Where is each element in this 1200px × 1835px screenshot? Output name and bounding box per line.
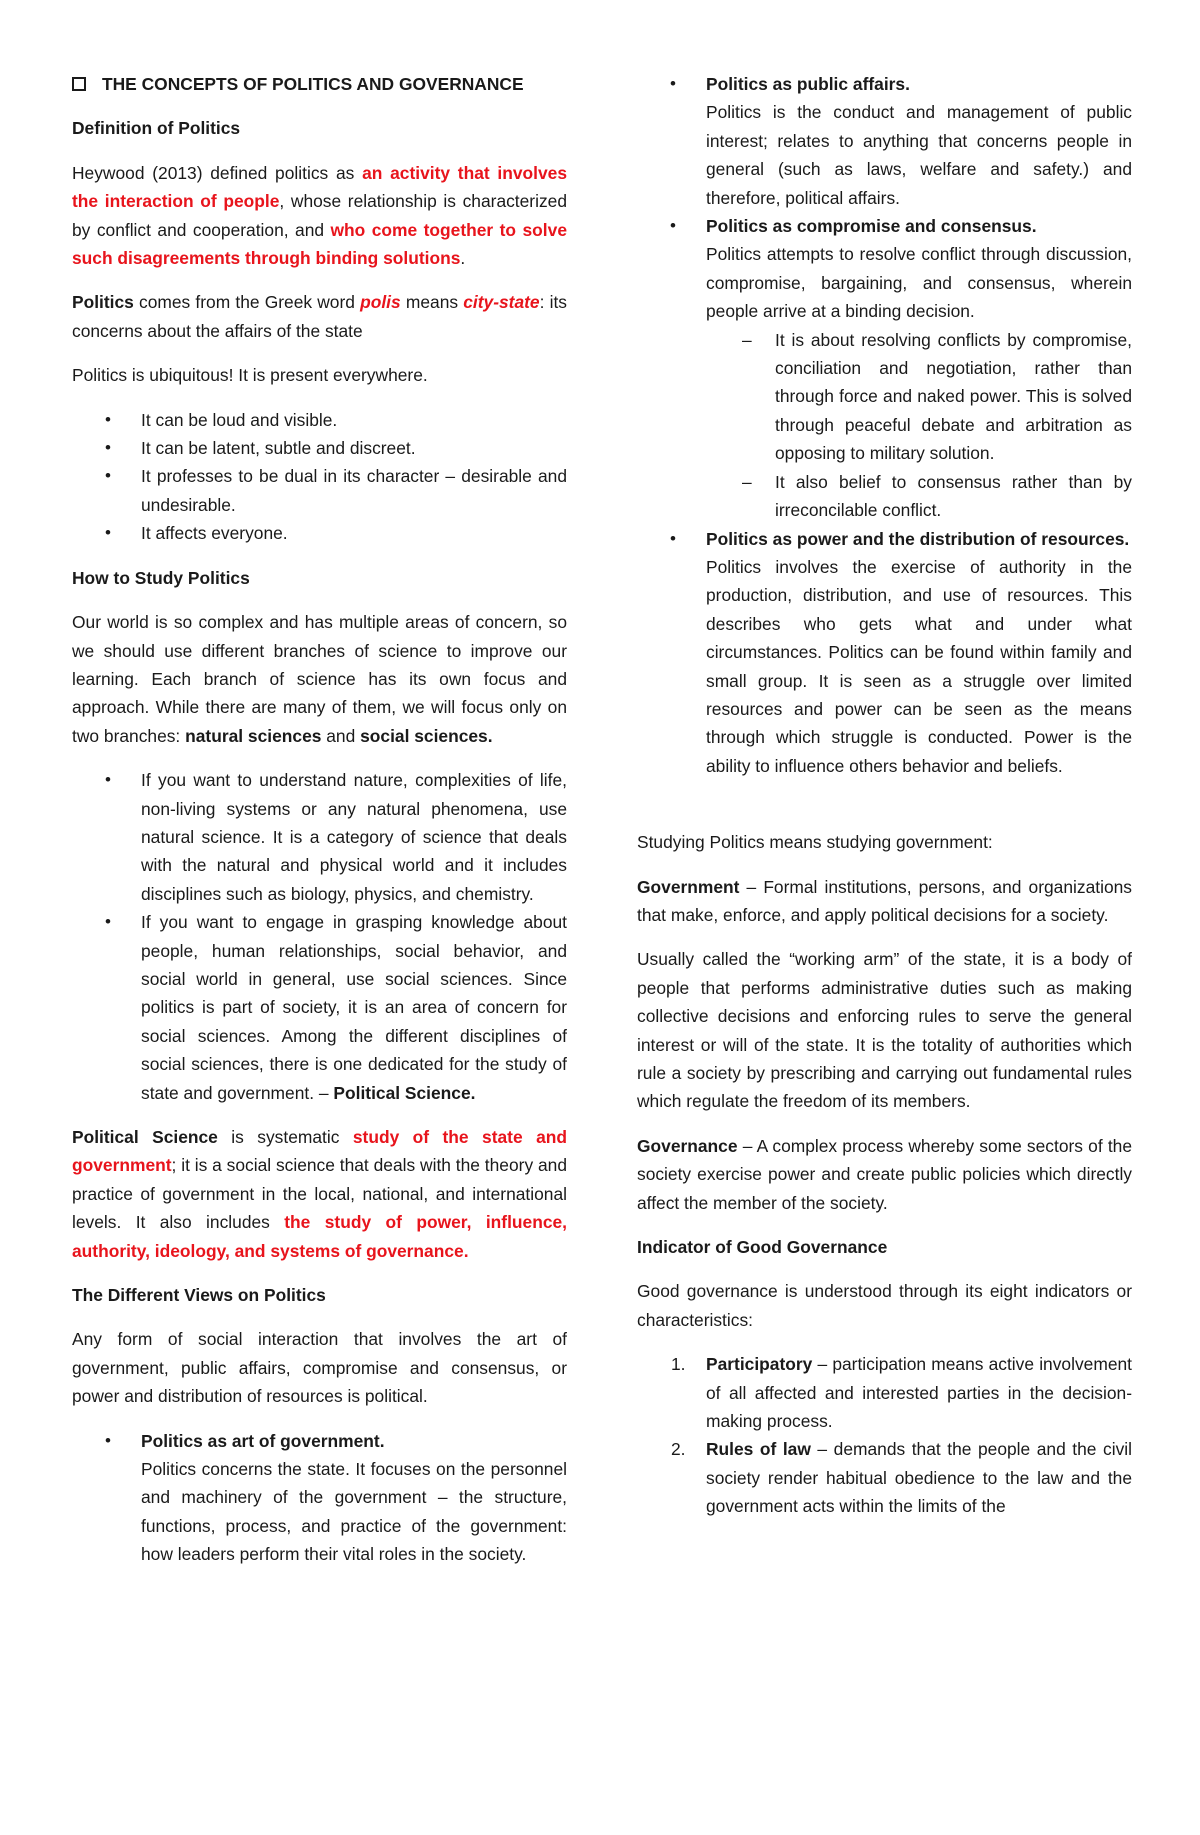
compromise-sublist [706, 326, 1132, 525]
document-title [72, 70, 567, 98]
views-heading: The Different Views on Politics [72, 1285, 326, 1306]
text-span: . [460, 248, 466, 269]
list-item [637, 525, 1132, 781]
definition-paragraph-2 [72, 288, 567, 345]
study-list [72, 766, 567, 1107]
indicator-list [637, 1350, 1132, 1520]
list-item: • It can be loud and visible. [72, 406, 567, 434]
bold-text: Rules of law [706, 1439, 811, 1460]
highlight-text: polis [360, 292, 401, 313]
list-item: • It professes to be dual in its character – desirable and undesirable. [72, 462, 567, 519]
bold-text: natural sciences [185, 725, 322, 746]
government-paragraph [637, 873, 1132, 930]
definition-heading: Definition of Politics [72, 118, 241, 139]
bold-text: Government [637, 876, 740, 897]
highlight-text: an activity that involves the interaction of people [72, 162, 567, 212]
list-item [637, 212, 1132, 524]
highlight-text: the study of power, influence, authority, ideology, and systems of governance. [72, 1212, 567, 1261]
item-heading: • Politics as power and the distribution of resources. [706, 528, 1130, 549]
text-span: – participation means active involvement of all affected and interested parties in the decision-making process. [706, 1354, 1132, 1432]
bold-text: Governance [637, 1135, 738, 1156]
list-item [72, 908, 567, 1107]
governance-paragraph [637, 1132, 1132, 1217]
item-body: Politics concerns the state. It focuses on the personnel and machinery of the government – the structure, functions, process, and practice of the government: how leaders perform their vital roles in the society. [141, 1459, 567, 1565]
item-body: Politics attempts to resolve conflict through discussion, compromise, bargaining, and consensus, wherein people arrive at a binding decision. [706, 244, 1132, 322]
indicator-item [637, 1350, 1132, 1435]
text-span: , whose relationship is characterized by conflict and cooperation, and [72, 191, 568, 240]
usually-paragraph: Usually called the “working arm” of the state, it is a body of people that performs administrative duties such as making collective decisions and enforcing rules to serve the general interest or will of the state. It is the totality of authorities which rule a society by prescribing and carrying out fundamental rules which regulate the freedom of its members. [637, 949, 1132, 1112]
sublist-item: – It is about resolving conflicts by compromise, conciliation and negotiation, rather than through force and naked power. This is solved through peaceful debate and arbitration as opposing to military solution. [706, 326, 1132, 468]
views-paragraph: Any form of social interaction that involves the art of government, public affairs, compromise and consensus, or power and distribution of resources is political. [72, 1329, 567, 1407]
sublist-item: – It also belief to consensus rather than by irreconcilable conflict. [706, 468, 1132, 525]
highlight-text: study of the state and government [72, 1127, 567, 1176]
list-item: • It affects everyone. [72, 519, 567, 547]
item-heading: • Politics as art of government. [141, 1430, 385, 1451]
text-span: – Formal institutions, persons, and organizations that make, enforce, and apply political decisions for a society. [637, 876, 1132, 925]
text-span: If you want to understand nature, complexities of life, non-living systems or any natural phenomena, use natural science. It is a category of science that deals with the natural and physical world and it includes disciplines such as biology, physics, and chemistry. [141, 770, 567, 904]
definition-paragraph-1 [72, 159, 567, 273]
bold-text: Political Science. [333, 1082, 476, 1103]
bold-text: Politics [72, 292, 134, 313]
indicator-item [637, 1435, 1132, 1520]
study-heading: How to Study Politics [72, 567, 250, 588]
list-item [72, 1427, 567, 1569]
text-span: – A complex process whereby some sectors of the society exercise power and create public policies which directly affect the member of the society. [637, 1135, 1132, 1213]
item-body: Politics is the conduct and management of public interest; relates to anything that concerns people in general (such as laws, welfare and safety.) and therefore, political affairs. [706, 102, 1132, 208]
item-body: Politics involves the exercise of authority in the production, distribution, and use of resources. This describes who gets what and under what circumstances. Politics can be found within family and small group. It is seen as a struggle over limited resources and power can be seen as the means through which struggle is conducted. Power is the ability to influence others behavior and beliefs. [706, 556, 1132, 776]
text-span: – demands that the people and the civil society render habitual obedience to the law and the government acts within the limits of the [706, 1439, 1132, 1517]
ubiquitous-list [72, 406, 567, 548]
studying-paragraph: Studying Politics means studying government: [637, 832, 993, 853]
study-paragraph [72, 608, 567, 750]
definition-paragraph-3: Politics is ubiquitous! It is present everywhere. [72, 365, 428, 386]
bold-text: Participatory [706, 1354, 813, 1375]
text-span: is systematic [217, 1127, 353, 1147]
list-item: • It can be latent, subtle and discreet. [72, 434, 567, 462]
bold-text: Political Science [72, 1127, 218, 1147]
text-span: and [321, 725, 361, 746]
text-span: comes from the Greek word [133, 292, 361, 313]
highlight-text: city-state [463, 292, 540, 313]
document-title-text: THE CONCEPTS OF POLITICS AND GOVERNANCE [102, 74, 524, 94]
item-number: 1. [671, 1354, 686, 1375]
highlight-text: who come together to solve such disagreements through binding solutions [72, 219, 567, 269]
checkbox-icon [72, 77, 86, 91]
text-span: Our world is so complex and has multiple areas of concern, so we should use different branches of science to improve our learning. Each branch of science has its own focus and approach. While there are many of them, we will focus only on two branches: [72, 612, 567, 746]
text-span: ; it is a social science that deals with the theory and practice of government in the local, national, and international levels. It also includes [72, 1155, 567, 1233]
text-span: Heywood (2013) defined politics as [72, 162, 363, 183]
indicator-heading: Indicator of Good Governance [637, 1237, 888, 1258]
right-column [637, 70, 1132, 1521]
political-science-paragraph [72, 1123, 567, 1265]
good-governance-paragraph: Good governance is understood through its eight indicators or characteristics: [637, 1281, 1132, 1330]
item-heading: • Politics as public affairs. [706, 74, 910, 94]
text-span: If you want to engage in grasping knowledge about people, human relationships, social behavior, and social world in general, use social sciences. Since politics is part of society, it is an area of concern for social sciences. Among the different disciplines of social sciences, there is one dedicated for the study of state and government. – [141, 912, 567, 1103]
text-span: : its concerns about the affairs of the state [72, 292, 568, 341]
views-list-left [72, 1427, 567, 1569]
views-list-right [637, 70, 1132, 780]
left-column [72, 70, 567, 1585]
item-number: 2. [671, 1439, 686, 1460]
bold-text: social sciences. [360, 725, 493, 746]
list-item [637, 70, 1132, 212]
item-heading: • Politics as compromise and consensus. [706, 216, 1037, 237]
text-span: means [400, 292, 464, 313]
list-item [72, 766, 567, 908]
